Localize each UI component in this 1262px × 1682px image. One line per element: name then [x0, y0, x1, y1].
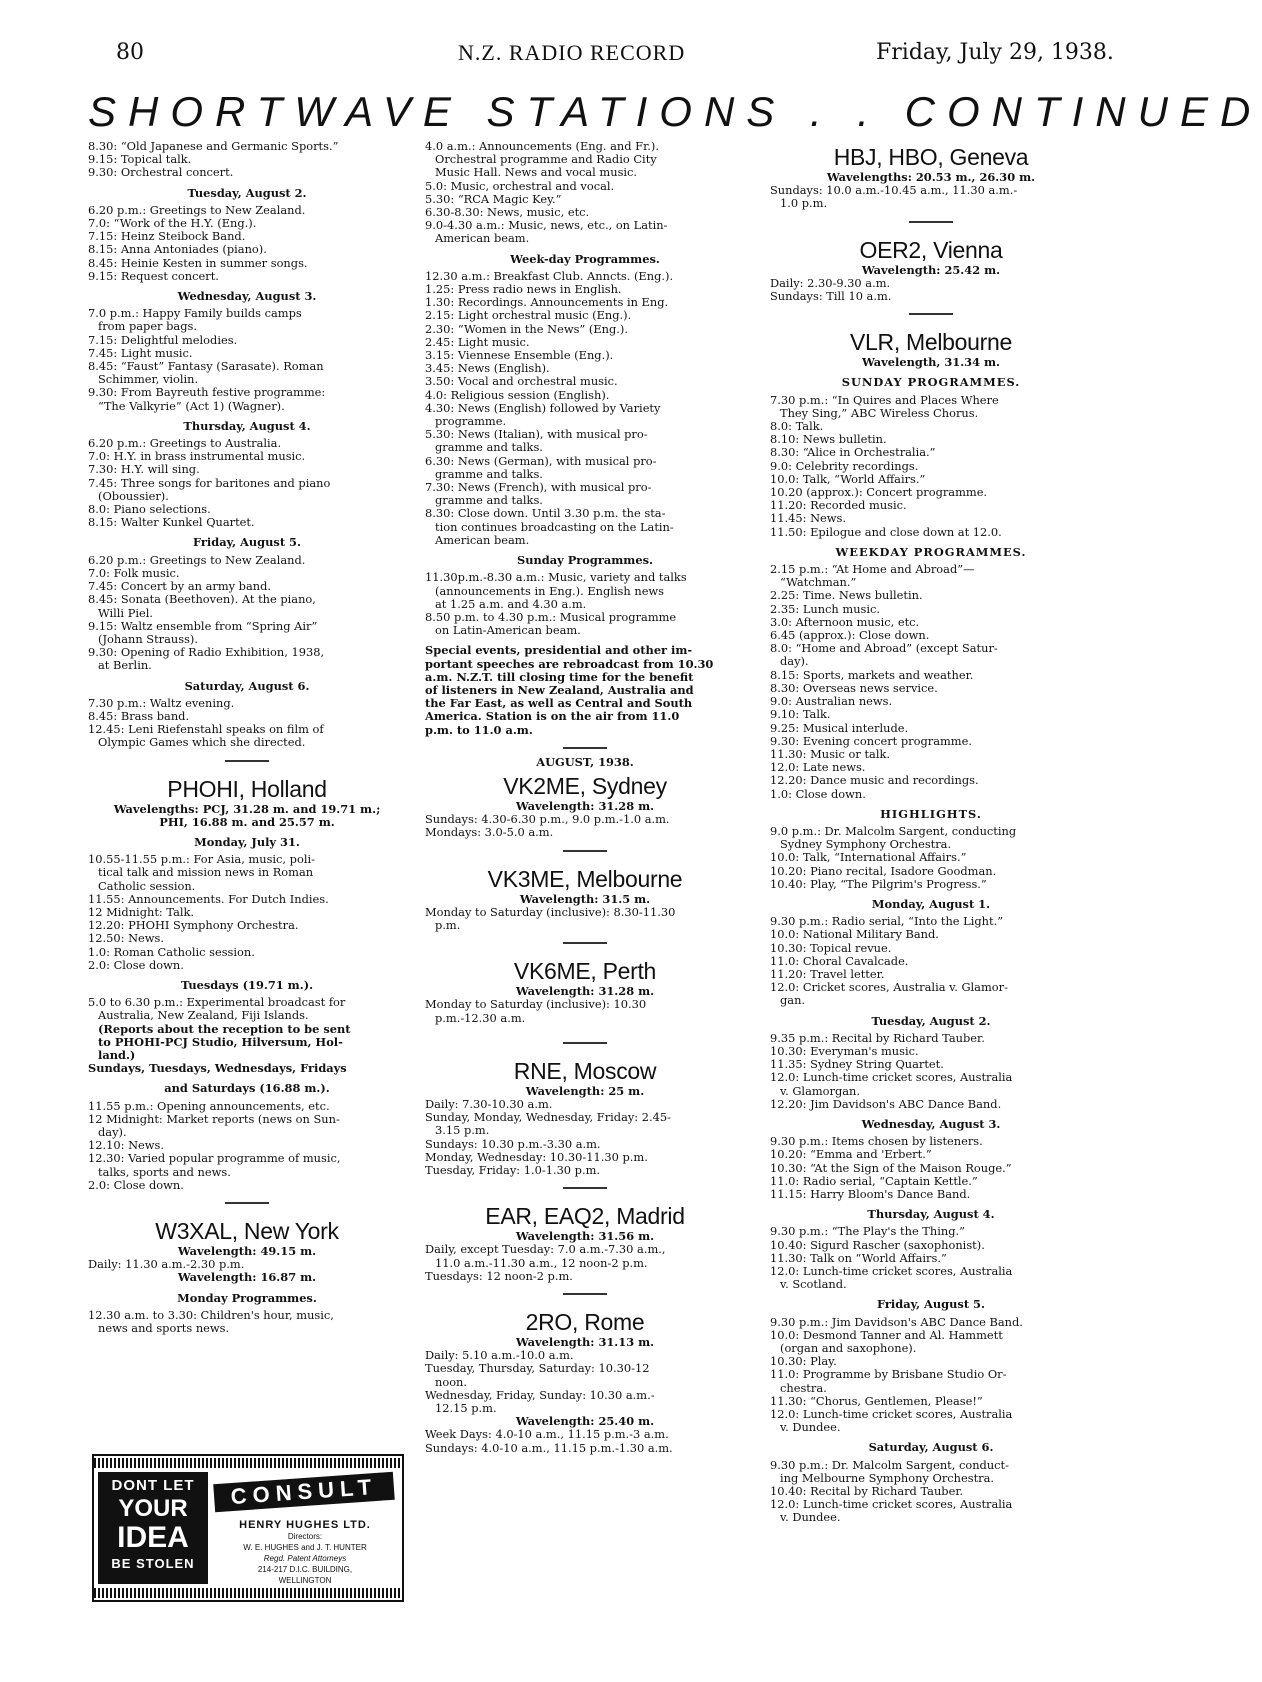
wavelength-line: Wavelength: 31.5 m.: [519, 891, 651, 906]
schedule-line-continued: day).: [98, 1125, 127, 1139]
schedule-line: 12.0: Lunch-time cricket scores, Australia: [770, 1264, 1013, 1279]
wavelength-line: Wavelength: 25 m.: [525, 1083, 645, 1098]
schedule-line: 10.0: Talk, “World Affairs.”: [770, 471, 926, 486]
schedule-line: 2.15 p.m.: “At Home and Abroad”—: [770, 562, 975, 577]
station-title: VLR, Melbourne: [850, 329, 1012, 356]
schedule-line: 7.15: Delightful melodies.: [88, 332, 238, 347]
ad-slogan-block: [98, 1472, 208, 1584]
schedule-line: 1.0: Close down.: [770, 786, 866, 801]
schedule-line: Sunday, Monday, Wednesday, Friday: 2.45-: [425, 1110, 671, 1125]
wavelength-line: Wavelength: 25.42 m.: [861, 262, 1001, 277]
schedule-line: 12.50: News.: [88, 931, 164, 946]
ad-firm-name: HENRY HUGHES LTD.: [239, 1519, 371, 1531]
schedule-line-continued: talks, sports and news.: [98, 1164, 231, 1179]
schedule-line-continued: v. Dundee.: [780, 1420, 841, 1435]
schedule-line: 8.0: Piano selections.: [88, 502, 211, 517]
day-heading: Tuesday, August 2.: [871, 1013, 991, 1028]
schedule-line: Daily, except Tuesday: 7.0 a.m.-7.30 a.m.,: [425, 1242, 666, 1257]
section-divider: [909, 313, 953, 315]
wavelength-line: Wavelength: 16.87 m.: [177, 1270, 317, 1285]
ad-slogan-line: IDEA: [117, 1521, 189, 1554]
day-heading: Saturday, August 6.: [184, 678, 310, 693]
schedule-line: 2.30: “Women in the News” (Eng.).: [425, 321, 628, 336]
schedule-line: 12.0: Lunch-time cricket scores, Australia: [770, 1497, 1013, 1512]
schedule-line: 8.30: Close down. Until 3.30 p.m. the sta-: [425, 506, 666, 521]
schedule-line: 11.55 p.m.: Opening announcements, etc.: [88, 1098, 330, 1113]
schedule-line: 10.40: Play, “The Pilgrim's Progress.”: [770, 876, 987, 891]
schedule-line-continued: chestra.: [780, 1380, 827, 1395]
schedule-line: 9.30: Opening of Radio Exhibition, 1938,: [88, 645, 325, 660]
bold-line: p.m. to 11.0 a.m.: [425, 722, 533, 737]
schedule-line: 11.15: Harry Bloom's Dance Band.: [770, 1187, 971, 1201]
schedule-line-continued: v. Scotland.: [780, 1277, 847, 1292]
schedule-line: 5.30: “RCA Magic Key.”: [425, 191, 562, 206]
schedule-line-continued: Music Hall. News and vocal music.: [435, 165, 638, 180]
wavelength-line: Wavelength: 31.13 m.: [515, 1335, 655, 1349]
schedule-line: 8.45: “Faust” Fantasy (Sarasate). Roman: [88, 359, 324, 374]
bold-line: Special events, presidential and other im-: [425, 643, 693, 658]
schedule-line: 11.30: Talk on “World Affairs.”: [770, 1250, 947, 1265]
schedule-line: Monday, Wednesday: 10.30-11.30 p.m.: [425, 1149, 648, 1164]
ad-directors: W. E. HUGHES and J. T. HUNTER: [243, 1543, 367, 1552]
station-title: RNE, Moscow: [513, 1057, 657, 1084]
schedule-line: Sundays: 10.30 p.m.-3.30 a.m.: [425, 1136, 601, 1151]
page-header: [0, 40, 1114, 74]
schedule-line: 7.0: H.Y. in brass instrumental music.: [88, 449, 306, 464]
schedule-line: Tuesday, Friday: 1.0-1.30 p.m.: [425, 1162, 601, 1177]
schedule-line: 10.0: National Military Band.: [770, 927, 939, 942]
station-title: OER2, Vienna: [859, 236, 1003, 263]
schedule-line: 4.30: News (English) followed by Variety: [425, 400, 661, 415]
schedule-line-continued: tion continues broadcasting on the Latin-: [435, 519, 674, 534]
schedule-line-continued: on Latin-American beam.: [435, 623, 581, 638]
schedule-line: 8.15: Sports, markets and weather.: [770, 667, 974, 682]
schedule-line: 8.15: Anna Antoniades (piano).: [88, 242, 267, 257]
schedule-line: 11.0: Radio serial, “Captain Kettle.”: [770, 1173, 978, 1188]
schedule-line: 12.20: Dance music and recordings.: [770, 773, 979, 788]
schedule-line: 9.30: Evening concert programme.: [770, 733, 972, 748]
column-left: [88, 140, 406, 1335]
schedule-line: 9.0: Celebrity recordings.: [770, 458, 919, 473]
section-divider: [909, 221, 953, 223]
wavelength-line: Wavelength: 49.15 m.: [177, 1244, 317, 1259]
schedule-line-continued: 1.0 p.m.: [780, 196, 828, 211]
schedule-line-continued: Orchestral programme and Radio City: [435, 152, 657, 167]
station-title: W3XAL, New York: [155, 1218, 339, 1245]
wavelength-line: Wavelength: 31.28 m.: [515, 984, 655, 999]
schedule-line: 10.20: Piano recital, Isadore Goodman.: [770, 863, 997, 878]
day-heading: Wednesday, August 3.: [177, 289, 317, 304]
schedule-line: 1.25: Press radio news in English.: [425, 282, 622, 297]
schedule-line-continued: news and sports news.: [98, 1321, 230, 1336]
schedule-line-continued: Olympic Games which she directed.: [98, 735, 306, 750]
schedule-line: 7.30 p.m.: Waltz evening.: [88, 695, 235, 710]
schedule-line: Daily: 2.30-9.30 a.m.: [770, 275, 891, 290]
schedule-line: 9.0 p.m.: Dr. Malcolm Sargent, conducting: [770, 823, 1017, 838]
schedule-line-continued: Sydney Symphony Orchestra.: [780, 837, 952, 852]
schedule-line: 3.50: Vocal and orchestral music.: [425, 374, 618, 389]
spacer: [425, 1025, 745, 1032]
schedule-line: 8.0: “Home and Abroad” (except Satur-: [770, 641, 998, 656]
section-divider: [563, 747, 607, 749]
schedule-line-continued: Catholic session.: [98, 878, 196, 893]
day-heading: Tuesdays (19.71 m.).: [180, 977, 314, 992]
schedule-line: 12.0: Late news.: [770, 760, 866, 775]
schedule-line: Mondays: 3.0-5.0 a.m.: [425, 825, 554, 840]
programme-heading: HIGHLIGHTS.: [880, 806, 982, 821]
schedule-line: 9.30: Orchestral concert.: [88, 165, 234, 180]
ad-details: [214, 1520, 396, 1586]
schedule-line: 7.0 p.m.: Happy Family builds camps: [88, 306, 302, 321]
bold-line-continued: land.): [98, 1047, 136, 1062]
schedule-line: 11.0: Programme by Brisbane Studio Or-: [770, 1367, 1007, 1382]
schedule-line-continued: “The Valkyrie” (Act 1) (Wagner).: [98, 398, 285, 413]
schedule-line: 11.50: Epilogue and close down at 12.0.: [770, 524, 1002, 539]
schedule-line: Wednesday, Friday, Sunday: 10.30 a.m.-: [425, 1387, 655, 1402]
schedule-line: Sundays: 10.0 a.m.-10.45 a.m., 11.30 a.m.-: [770, 183, 1018, 198]
schedule-line: 7.15: Heinz Steibock Band.: [88, 229, 246, 244]
schedule-line: 10.30: Play.: [770, 1354, 837, 1369]
schedule-line: 10.0: Desmond Tanner and Al. Hammett: [770, 1327, 1003, 1342]
schedule-line-continued: v. Glamorgan.: [780, 1083, 861, 1098]
schedule-line: 4.0: Religious session (English).: [425, 387, 610, 402]
schedule-line: 10.0: Talk, “International Affairs.”: [770, 850, 967, 865]
schedule-line: 7.30 p.m.: “In Quires and Places Where: [770, 392, 999, 407]
schedule-line: 11.55: Announcements. For Dutch Indies.: [88, 891, 329, 906]
schedule-line: 4.0 a.m.: Announcements (Eng. and Fr.).: [425, 139, 659, 153]
day-heading: and Saturdays (16.88 m.).: [164, 1081, 330, 1096]
schedule-line: 8.50 p.m. to 4.30 p.m.: Musical programme: [425, 609, 677, 624]
schedule-line-continued: day).: [780, 654, 809, 669]
schedule-line: 9.0-4.30 a.m.: Music, news, etc., on Latin-: [425, 218, 668, 233]
day-heading: Tuesday, August 2.: [187, 185, 307, 200]
day-heading: Friday, August 5.: [193, 535, 301, 550]
schedule-line-continued: tical talk and mission news in Roman: [98, 865, 314, 880]
schedule-line-continued: American beam.: [435, 532, 530, 547]
schedule-line: 2.15: Light orchestral music (Eng.).: [425, 308, 632, 323]
bold-line: portant speeches are rebroadcast from 10.30: [425, 656, 714, 671]
schedule-line: 11.20: Recorded music.: [770, 498, 907, 513]
section-divider: [225, 760, 269, 762]
wavelength-line: PHI, 16.88 m. and 25.57 m.: [159, 814, 335, 829]
schedule-line: 10.40: Recital by Richard Tauber.: [770, 1484, 964, 1499]
schedule-line-continued: v. Dundee.: [780, 1510, 841, 1525]
day-heading: Monday Programmes.: [177, 1290, 317, 1305]
wavelength-line: Wavelengths: PCJ, 31.28 m. and 19.71 m.;: [113, 801, 381, 816]
ad-border-bottom: [94, 1588, 402, 1598]
page-number: 80: [116, 40, 144, 65]
schedule-line-continued: Willi Piel.: [98, 605, 154, 620]
schedule-line: Week Days: 4.0-10 a.m., 11.15 p.m.-3 a.m.: [425, 1427, 669, 1442]
schedule-line: 1.30: Recordings. Announcements in Eng.: [425, 295, 669, 310]
schedule-line: Tuesdays: 12 noon-2 p.m.: [425, 1268, 573, 1283]
station-title: VK6ME, Perth: [513, 958, 657, 985]
bold-line-continued: to PHOHI-PCJ Studio, Hilversum, Hol-: [98, 1034, 343, 1049]
schedule-line: 6.20 p.m.: Greetings to New Zealand.: [88, 202, 306, 217]
schedule-line: 10.20: “Emma and 'Erbert.”: [770, 1147, 932, 1162]
section-divider: [563, 850, 607, 852]
schedule-line-continued: gramme and talks.: [435, 493, 543, 508]
schedule-line: 8.45: Heinie Kesten in summer songs.: [88, 255, 308, 270]
schedule-line: 7.0: Folk music.: [88, 565, 180, 580]
day-heading: Saturday, August 6.: [868, 1440, 994, 1455]
schedule-line: Sundays: 4.30-6.30 p.m., 9.0 p.m.-1.0 a.m.: [425, 812, 670, 827]
schedule-line-continued: (Oboussier).: [98, 488, 169, 503]
schedule-line: 6.45 (approx.): Close down.: [770, 628, 930, 643]
schedule-line: 10.40: Sigurd Rascher (saxophonist).: [770, 1237, 985, 1252]
schedule-line: 10.55-11.55 p.m.: For Asia, music, poli-: [88, 852, 315, 867]
schedule-line: 9.30: From Bayreuth festive programme:: [88, 385, 326, 400]
schedule-line-continued: from paper bags.: [98, 319, 197, 334]
schedule-line: 11.30: “Chorus, Gentlemen, Please!”: [770, 1393, 983, 1408]
ad-address: 214-217 D.I.C. BUILDING,: [257, 1565, 353, 1574]
station-title: VK3ME, Melbourne: [487, 865, 683, 892]
ad-border-top: [94, 1458, 402, 1468]
schedule-line: 11.0: Choral Cavalcade.: [770, 953, 909, 968]
bold-line: of listeners in New Zealand, Australia and: [425, 682, 694, 697]
schedule-line: 10.20 (approx.): Concert programme.: [770, 485, 988, 500]
station-title: EAR, EAQ2, Madrid: [485, 1203, 685, 1230]
schedule-line: 8.45: Brass band.: [88, 708, 190, 723]
schedule-line: Daily: 5.10 a.m.-10.0 a.m.: [425, 1348, 574, 1363]
station-title: 2RO, Rome: [525, 1309, 645, 1335]
schedule-line: 6.20 p.m.: Greetings to New Zealand.: [88, 552, 306, 567]
station-title: PHOHI, Holland: [167, 775, 327, 802]
ad-directors-label: Directors:: [287, 1532, 323, 1541]
section-divider: [563, 1187, 607, 1189]
schedule-line-continued: noon.: [435, 1374, 468, 1389]
schedule-line: 9.30 p.m.: “The Play's the Thing.”: [770, 1224, 965, 1239]
schedule-line: 7.30: H.Y. will sing.: [88, 462, 200, 477]
schedule-line: 12.30 a.m. to 3.30: Children's hour, music,: [88, 1307, 334, 1322]
schedule-line-continued: gan.: [780, 993, 806, 1008]
schedule-line: 5.0: Music, orchestral and vocal.: [425, 178, 615, 193]
schedule-line: 9.35 p.m.: Recital by Richard Tauber.: [770, 1030, 985, 1045]
day-heading: Wednesday, August 3.: [861, 1116, 1001, 1131]
schedule-line: Sundays: Till 10 a.m.: [770, 289, 892, 304]
schedule-line: 9.25: Musical interlude.: [770, 720, 909, 735]
bold-line-continued: (Reports about the reception to be sent: [98, 1021, 351, 1036]
schedule-line: 11.35: Sydney String Quartet.: [770, 1057, 944, 1072]
bold-line: a.m. N.Z.T. till closing time for the benefit: [425, 669, 694, 684]
schedule-line: 3.15: Viennese Ensemble (Eng.).: [425, 348, 614, 363]
schedule-line: 11.30p.m.-8.30 a.m.: Music, variety and talks: [425, 570, 687, 585]
schedule-line-continued: American beam.: [435, 231, 530, 246]
section-divider: [225, 1202, 269, 1204]
schedule-line: 5.30: News (Italian), with musical pro-: [425, 427, 648, 442]
wavelength-line: Wavelength: 31.56 m.: [515, 1229, 655, 1244]
schedule-line-continued: p.m.: [435, 917, 461, 932]
column-middle: [425, 140, 745, 1455]
schedule-line: 9.0: Australian news.: [770, 694, 893, 709]
wavelength-line: Wavelength, 31.34 m.: [862, 355, 1000, 370]
patent-advertisement: [92, 1454, 404, 1602]
schedule-line: Monday to Saturday (inclusive): 10.30: [425, 997, 647, 1012]
station-title: HBJ, HBO, Geneva: [833, 144, 1029, 170]
schedule-line: 2.0: Close down.: [88, 957, 184, 972]
schedule-line: 8.30: “Alice in Orchestralia.”: [770, 445, 936, 460]
schedule-line: 8.30: “Old Japanese and Germanic Sports.”: [88, 139, 339, 153]
schedule-line-continued: at 1.25 a.m. and 4.30 a.m.: [435, 596, 587, 611]
day-heading: Week-day Programmes.: [510, 251, 660, 266]
wavelength-line: Wavelength: 31.28 m.: [515, 798, 655, 813]
section-divider: [563, 942, 607, 944]
schedule-line: 2.25: Time. News bulletin.: [770, 588, 923, 603]
schedule-line: 8.10: News bulletin.: [770, 432, 887, 447]
schedule-line-continued: 12.15 p.m.: [435, 1401, 497, 1416]
ad-slogan-line: YOUR: [118, 1495, 188, 1522]
wavelength-line: Wavelengths: 20.53 m., 26.30 m.: [826, 170, 1036, 184]
section-divider: [563, 1042, 607, 1044]
schedule-line: 9.30 p.m.: Radio serial, “Into the Light.”: [770, 914, 1004, 929]
day-heading: Friday, August 5.: [877, 1297, 985, 1312]
schedule-line: 9.10: Talk.: [770, 707, 831, 722]
schedule-line-continued: gramme and talks.: [435, 440, 543, 455]
schedule-line: 9.15: Topical talk.: [88, 152, 192, 167]
ad-slogan-line: DONT LET: [111, 1477, 195, 1494]
schedule-line: Daily: 11.30 a.m.-2.30 p.m.: [88, 1257, 245, 1272]
schedule-line-continued: “Watchman.”: [780, 575, 857, 590]
station-title: VK2ME, Sydney: [503, 772, 667, 799]
schedule-line: 12.0: Lunch-time cricket scores, Australia: [770, 1407, 1013, 1422]
section-divider: [563, 1293, 607, 1295]
schedule-line: 8.15: Walter Kunkel Quartet.: [88, 515, 255, 530]
schedule-line: 10.30: Topical revue.: [770, 940, 892, 955]
schedule-line-continued: at Berlin.: [98, 658, 152, 673]
schedule-line: 12.10: News.: [88, 1138, 164, 1153]
schedule-line: 11.45: News.: [770, 511, 846, 526]
schedule-line-continued: Australia, New Zealand, Fiji Islands.: [98, 1008, 309, 1023]
ad-role: Regd. Patent Attorneys: [263, 1554, 347, 1563]
schedule-line: 3.45: News (English).: [425, 361, 550, 376]
schedule-line: 8.30: Overseas news service.: [770, 680, 938, 695]
schedule-line: 9.30 p.m.: Items chosen by listeners.: [770, 1134, 983, 1149]
schedule-line: 7.0: “Work of the H.Y. (Eng.).: [88, 216, 257, 231]
schedule-line: 7.30: News (French), with musical pro-: [425, 480, 652, 495]
programme-heading: SUNDAY PROGRAMMES.: [841, 375, 1021, 390]
schedule-line-continued: (organ and saxophone).: [780, 1341, 917, 1356]
schedule-line: 9.15: Waltz ensemble from “Spring Air”: [88, 618, 318, 633]
bold-line: Sundays, Tuesdays, Wednesdays, Fridays: [88, 1061, 347, 1076]
schedule-line: 9.30 p.m.: Dr. Malcolm Sargent, conduct-: [770, 1457, 1009, 1472]
schedule-line: 7.45: Light music.: [88, 345, 193, 360]
wavelength-line: Wavelength: 25.40 m.: [515, 1414, 655, 1429]
schedule-line: 8.45: Sonata (Beethoven). At the piano,: [88, 592, 316, 607]
schedule-line-continued: They Sing,” ABC Wireless Chorus.: [780, 405, 979, 420]
schedule-line: 12 Midnight: Market reports (news on Sun-: [88, 1111, 340, 1126]
day-heading: Monday, August 1.: [871, 896, 991, 911]
masthead: N.Z. RADIO RECORD: [458, 40, 686, 65]
schedule-line: 2.45: Light music.: [425, 334, 530, 349]
schedule-line: 12.45: Leni Riefenstahl speaks on film of: [88, 722, 324, 737]
schedule-line-continued: ing Melbourne Symphony Orchestra.: [780, 1470, 995, 1485]
schedule-line-continued: (Johann Strauss).: [98, 631, 198, 646]
schedule-line: 12 Midnight: Talk.: [88, 904, 195, 919]
schedule-line-continued: 11.0 a.m.-11.30 a.m., 12 noon-2 p.m.: [435, 1255, 648, 1270]
day-heading: Thursday, August 4.: [867, 1207, 995, 1222]
schedule-line: Monday to Saturday (inclusive): 8.30-11.30: [425, 904, 676, 919]
month-heading: AUGUST, 1938.: [536, 754, 634, 769]
schedule-line-continued: p.m.-12.30 a.m.: [435, 1010, 526, 1025]
section-banner: SHORTWAVE STATIONS . . CONTINUED: [88, 88, 1262, 135]
schedule-line: 5.0 to 6.30 p.m.: Experimental broadcast for: [88, 995, 346, 1010]
bold-line: the Far East, as well as Central and South: [425, 696, 693, 711]
schedule-line: 11.30: Music or talk.: [770, 746, 891, 761]
schedule-line: 7.45: Three songs for baritones and piano: [88, 475, 331, 490]
day-heading: Thursday, August 4.: [183, 418, 311, 433]
day-heading: Monday, July 31.: [194, 834, 300, 849]
schedule-line: 7.45: Concert by an army band.: [88, 579, 272, 594]
schedule-line: 12.30: Varied popular programme of music,: [88, 1151, 341, 1166]
schedule-line-continued: programme.: [435, 414, 507, 429]
schedule-line: 9.15: Request concert.: [88, 268, 219, 283]
schedule-line: 8.0: Talk.: [770, 419, 824, 434]
ad-city: WELLINGTON: [278, 1576, 332, 1585]
schedule-line: 2.35: Lunch music.: [770, 601, 881, 616]
schedule-line: 12.20: PHOHI Symphony Orchestra.: [88, 918, 299, 933]
schedule-line: Tuesday, Thursday, Saturday: 10.30-12: [425, 1361, 650, 1376]
schedule-line: 6.30: News (German), with musical pro-: [425, 453, 657, 468]
schedule-line: 9.30 p.m.: Jim Davidson's ABC Dance Band.: [770, 1314, 1023, 1329]
ad-consult-banner: CONSULT: [213, 1472, 395, 1512]
schedule-line: 12.0: Cricket scores, Australia v. Glamor-: [770, 980, 1008, 995]
schedule-line: 2.0: Close down.: [88, 1177, 184, 1192]
schedule-line: 12.20: Jim Davidson's ABC Dance Band.: [770, 1096, 1002, 1111]
ad-slogan-line: BE STOLEN: [111, 1556, 195, 1571]
issue-date: Friday, July 29, 1938.: [876, 40, 1114, 65]
schedule-line: Sundays: 4.0-10 a.m., 11.15 p.m.-1.30 a.m.: [425, 1440, 673, 1455]
schedule-line-continued: (announcements in Eng.). English news: [435, 583, 665, 598]
schedule-line: 3.0: Afternoon music, etc.: [770, 614, 920, 629]
bold-line: America. Station is on the air from 11.0: [425, 709, 680, 724]
column-right: [770, 140, 1092, 1525]
day-heading: Sunday Programmes.: [517, 553, 653, 568]
programme-heading: WEEKDAY PROGRAMMES.: [835, 544, 1027, 559]
schedule-line-continued: gramme and talks.: [435, 466, 543, 481]
schedule-line-continued: Schimmer, violin.: [98, 372, 199, 387]
schedule-line-continued: 3.15 p.m.: [435, 1123, 490, 1138]
schedule-line: 10.30: Everyman's music.: [770, 1043, 919, 1058]
schedule-line: 1.0: Roman Catholic session.: [88, 944, 255, 959]
schedule-line: 11.20: Travel letter.: [770, 966, 885, 981]
schedule-line: Daily: 7.30-10.30 a.m.: [425, 1096, 553, 1111]
schedule-line: 12.30 a.m.: Breakfast Club. Anncts. (Eng.).: [425, 268, 674, 283]
schedule-line: 10.30: “At the Sign of the Maison Rouge.”: [770, 1160, 1012, 1175]
schedule-line: 12.0: Lunch-time cricket scores, Australia: [770, 1070, 1013, 1085]
schedule-line: 6.20 p.m.: Greetings to Australia.: [88, 436, 282, 451]
schedule-line: 6.30-8.30: News, music, etc.: [425, 205, 590, 220]
